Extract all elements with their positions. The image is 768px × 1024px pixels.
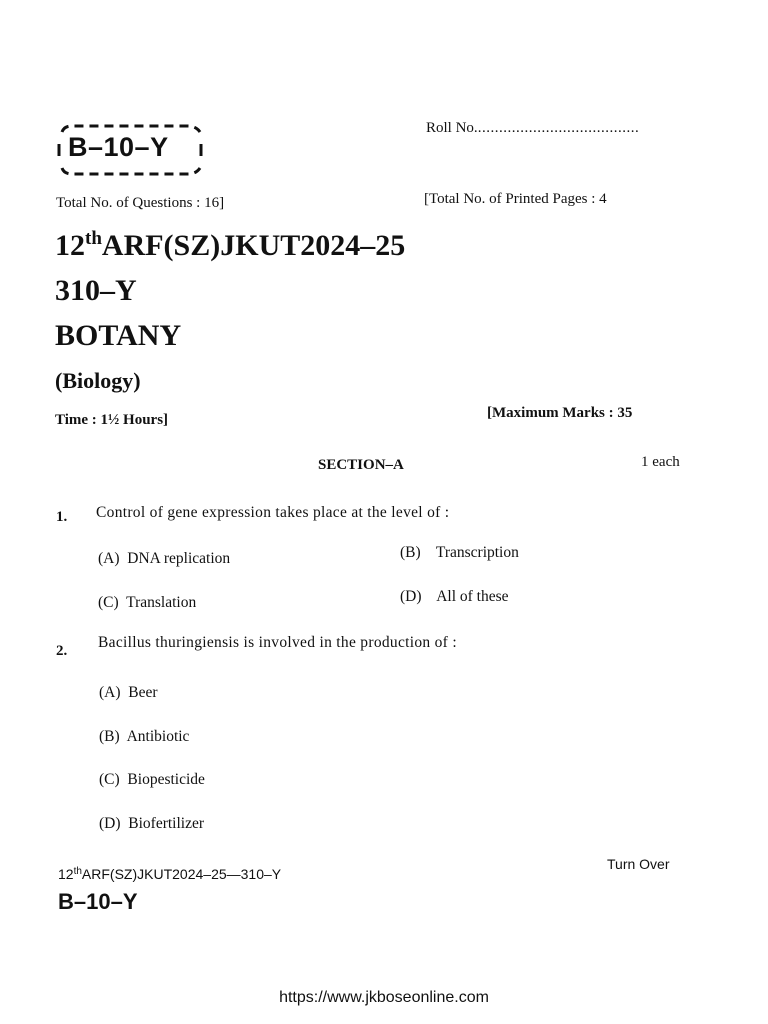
option-text: Biofertilizer — [128, 815, 205, 832]
option — [99, 728, 189, 746]
option-letter: (D) — [400, 588, 422, 605]
section-marks: 1 each — [641, 454, 680, 470]
option — [400, 588, 509, 606]
option-text: Beer — [128, 684, 158, 701]
roll-dots: ...................................... — [477, 120, 640, 136]
footer-code-sup: th — [73, 866, 82, 877]
total-pages: [Total No. of Printed Pages : 4 — [424, 191, 607, 207]
subject-title: BOTANY — [55, 319, 182, 352]
option-text: Transcription — [435, 544, 519, 561]
option-letter: (A) — [98, 550, 120, 567]
section-title: SECTION–A — [318, 457, 404, 473]
option-text: All of these — [436, 588, 509, 605]
question-number: 2. — [56, 643, 68, 659]
option — [400, 544, 519, 562]
option-text: DNA replication — [127, 550, 231, 567]
question-text: Control of gene expression takes place at the level of : — [96, 504, 450, 521]
footer-paper-code: B–10–Y — [58, 889, 138, 914]
paper-code-box — [54, 118, 206, 178]
paper-number: 310–Y — [55, 274, 137, 307]
paper-code: B–10–Y — [68, 132, 169, 162]
option-letter: (B) — [99, 728, 120, 745]
option-letter: (C) — [99, 771, 120, 788]
footer-code-prefix: 12 — [58, 866, 74, 882]
option-text: Translation — [126, 594, 197, 611]
question-number: 1. — [56, 509, 68, 525]
option-text: Antibiotic — [126, 728, 190, 745]
maximum-marks: [Maximum Marks : 35 — [487, 405, 633, 421]
option-letter: (B) — [400, 544, 421, 561]
option — [99, 684, 158, 702]
roll-label: Roll No. — [426, 120, 478, 136]
exam-code — [55, 229, 405, 263]
source-url[interactable]: https://www.jkboseonline.com — [279, 989, 489, 1006]
option-letter: (A) — [99, 684, 121, 701]
footer-code-rest: ARF(SZ)JKUT2024–25—310–Y — [81, 866, 282, 882]
option-letter: (C) — [98, 594, 119, 611]
subject-subtitle: (Biology) — [55, 368, 141, 393]
exam-sup: th — [85, 228, 102, 249]
option-text: Biopesticide — [127, 771, 205, 788]
option — [98, 550, 230, 568]
option — [99, 815, 204, 833]
option — [98, 594, 196, 612]
exam-prefix: 12 — [55, 229, 85, 262]
option — [99, 771, 205, 789]
turn-over-label: Turn Over — [607, 856, 670, 872]
question-text: Bacillus thuringiensis is involved in the production of : — [98, 634, 457, 651]
total-questions: Total No. of Questions : 16] — [56, 195, 225, 211]
roll-number-line — [426, 120, 639, 137]
exam-rest: ARF(SZ)JKUT2024–25 — [101, 229, 406, 262]
footer-exam-code — [58, 866, 281, 882]
time-allowed: Time : 1½ Hours] — [55, 412, 169, 428]
option-letter: (D) — [99, 815, 121, 832]
